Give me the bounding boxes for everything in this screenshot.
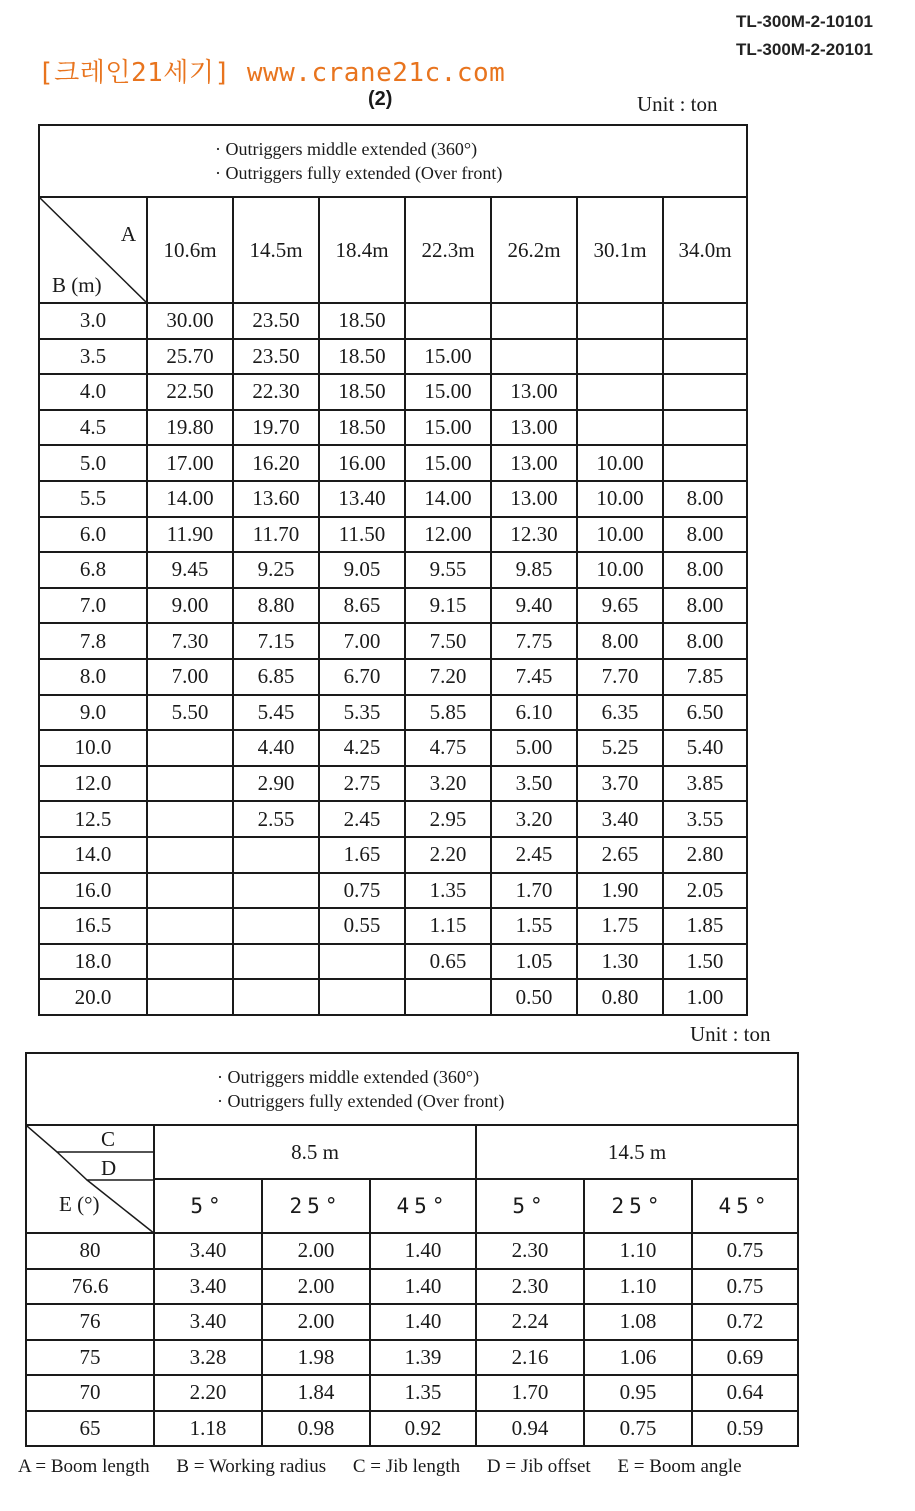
capacity-cell: 7.85	[663, 659, 747, 695]
boom-length-header: 22.3m	[405, 197, 491, 303]
capacity-cell	[663, 374, 747, 410]
capacity-cell: 7.50	[405, 623, 491, 659]
capacity-cell	[147, 979, 233, 1015]
capacity-cell: 14.00	[147, 481, 233, 517]
boom-angle-cell: 70	[26, 1375, 154, 1411]
capacity-cell: 9.00	[147, 588, 233, 624]
capacity-cell: 5.35	[319, 695, 405, 731]
radius-cell: 16.5	[39, 908, 147, 944]
jib-offset-header: 45°	[370, 1179, 476, 1233]
radius-cell: 14.0	[39, 837, 147, 873]
capacity-cell: 19.80	[147, 410, 233, 446]
capacity-cell: 1.70	[476, 1375, 584, 1411]
boom-length-header: 26.2m	[491, 197, 577, 303]
capacity-cell: 18.50	[319, 410, 405, 446]
capacity-cell: 8.00	[663, 517, 747, 553]
capacity-cell	[491, 339, 577, 375]
radius-cell: 16.0	[39, 873, 147, 909]
capacity-cell: 8.80	[233, 588, 319, 624]
table-row	[39, 873, 747, 909]
capacity-cell: 8.00	[663, 552, 747, 588]
table-row	[39, 374, 747, 410]
unit-label-table2: Unit : ton	[690, 1022, 771, 1046]
capacity-cell: 2.20	[154, 1375, 262, 1411]
capacity-cell: 3.28	[154, 1340, 262, 1376]
capacity-cell: 11.70	[233, 517, 319, 553]
table-row	[39, 801, 747, 837]
capacity-cell: 14.00	[405, 481, 491, 517]
capacity-cell: 3.40	[154, 1233, 262, 1269]
capacity-cell: 4.75	[405, 730, 491, 766]
capacity-cell: 13.60	[233, 481, 319, 517]
boom-length-header: 18.4m	[319, 197, 405, 303]
capacity-cell: 0.98	[262, 1411, 370, 1447]
capacity-cell	[233, 837, 319, 873]
capacity-cell	[663, 339, 747, 375]
capacity-cell: 2.65	[577, 837, 663, 873]
boom-length-header: 10.6m	[147, 197, 233, 303]
radius-cell: 4.5	[39, 410, 147, 446]
capacity-cell: 12.00	[405, 517, 491, 553]
jib-offset-header: 25°	[584, 1179, 692, 1233]
capacity-cell	[233, 908, 319, 944]
capacity-cell: 0.64	[692, 1375, 798, 1411]
capacity-cell	[577, 410, 663, 446]
capacity-cell	[233, 944, 319, 980]
boom-length-header: 30.1m	[577, 197, 663, 303]
capacity-cell: 7.30	[147, 623, 233, 659]
radius-cell: 12.5	[39, 801, 147, 837]
capacity-cell: 2.45	[319, 801, 405, 837]
document-code-2: TL-300M-2-20101	[735, 40, 873, 59]
capacity-cell: 13.00	[491, 481, 577, 517]
capacity-cell: 1.40	[370, 1269, 476, 1305]
jib-offset-header: 45°	[692, 1179, 798, 1233]
table-row	[26, 1233, 798, 1269]
capacity-cell: 2.30	[476, 1233, 584, 1269]
capacity-cell: 17.00	[147, 445, 233, 481]
capacity-cell: 18.50	[319, 374, 405, 410]
table-row	[39, 303, 747, 339]
capacity-cell: 1.39	[370, 1340, 476, 1376]
capacity-cell: 1.35	[370, 1375, 476, 1411]
capacity-cell: 7.00	[319, 623, 405, 659]
table-row	[39, 517, 747, 553]
capacity-cell: 1.65	[319, 837, 405, 873]
table-row	[39, 445, 747, 481]
capacity-cell: 1.35	[405, 873, 491, 909]
boom-angle-axis-label: E (°)	[59, 1192, 100, 1216]
capacity-cell: 8.65	[319, 588, 405, 624]
radius-cell: 3.5	[39, 339, 147, 375]
capacity-cell	[319, 979, 405, 1015]
boom-length-header-row	[39, 197, 747, 303]
capacity-cell: 3.20	[405, 766, 491, 802]
jib-length-axis-label: C	[101, 1127, 116, 1151]
capacity-cell	[577, 374, 663, 410]
boom-length-axis-label: A	[120, 222, 136, 246]
capacity-cell: 0.75	[692, 1269, 798, 1305]
capacity-cell: 9.45	[147, 552, 233, 588]
capacity-cell: 16.00	[319, 445, 405, 481]
radius-cell: 4.0	[39, 374, 147, 410]
table-row	[39, 588, 747, 624]
capacity-cell: 9.05	[319, 552, 405, 588]
capacity-cell: 23.50	[233, 303, 319, 339]
capacity-cell: 19.70	[233, 410, 319, 446]
capacity-cell: 3.40	[577, 801, 663, 837]
table-row	[26, 1269, 798, 1305]
capacity-cell: 8.00	[663, 481, 747, 517]
unit-label-table1: Unit : ton	[637, 92, 718, 116]
radius-cell: 8.0	[39, 659, 147, 695]
capacity-cell: 8.00	[577, 623, 663, 659]
conditions-cell	[26, 1053, 798, 1125]
condition-line: · Outriggers fully extended (Over front)	[217, 1091, 505, 1111]
capacity-cell: 9.40	[491, 588, 577, 624]
capacity-cell: 22.30	[233, 374, 319, 410]
capacity-cell: 1.06	[584, 1340, 692, 1376]
boom-angle-cell: 76.6	[26, 1269, 154, 1305]
conditions-cell	[39, 125, 747, 197]
capacity-cell: 12.30	[491, 517, 577, 553]
capacity-cell	[577, 339, 663, 375]
capacity-cell: 3.55	[663, 801, 747, 837]
capacity-cell: 7.20	[405, 659, 491, 695]
capacity-cell: 2.05	[663, 873, 747, 909]
capacity-cell: 3.40	[154, 1269, 262, 1305]
document-code-1: TL-300M-2-10101	[735, 12, 873, 31]
radius-cell: 5.5	[39, 481, 147, 517]
capacity-cell: 5.45	[233, 695, 319, 731]
capacity-cell: 16.20	[233, 445, 319, 481]
corner-cell	[26, 1125, 154, 1233]
table-row	[39, 944, 747, 980]
legend-item: A = Boom length	[18, 1456, 150, 1477]
working-radius-axis-label: B (m)	[52, 273, 102, 297]
capacity-cell: 1.30	[577, 944, 663, 980]
capacity-cell: 3.85	[663, 766, 747, 802]
radius-cell: 3.0	[39, 303, 147, 339]
capacity-cell	[319, 944, 405, 980]
table-row	[39, 730, 747, 766]
table-row	[39, 339, 747, 375]
capacity-cell: 3.40	[154, 1304, 262, 1340]
table-row	[39, 623, 747, 659]
boom-length-header: 14.5m	[233, 197, 319, 303]
capacity-cell: 23.50	[233, 339, 319, 375]
capacity-cell	[663, 303, 747, 339]
boom-angle-cell: 80	[26, 1233, 154, 1269]
capacity-cell: 0.69	[692, 1340, 798, 1376]
capacity-cell: 9.85	[491, 552, 577, 588]
capacity-cell: 3.50	[491, 766, 577, 802]
condition-line: · Outriggers middle extended (360°)	[217, 1067, 480, 1087]
condition-line: · Outriggers middle extended (360°)	[215, 139, 478, 159]
capacity-cell: 2.75	[319, 766, 405, 802]
capacity-cell: 10.00	[577, 517, 663, 553]
capacity-cell	[147, 873, 233, 909]
capacity-cell: 1.55	[491, 908, 577, 944]
capacity-cell: 1.05	[491, 944, 577, 980]
capacity-cell: 1.84	[262, 1375, 370, 1411]
radius-cell: 12.0	[39, 766, 147, 802]
table-row	[39, 481, 747, 517]
jib-length-header: 14.5 m	[476, 1125, 798, 1179]
capacity-cell: 18.50	[319, 339, 405, 375]
capacity-cell: 15.00	[405, 445, 491, 481]
capacity-cell: 9.55	[405, 552, 491, 588]
capacity-cell: 2.55	[233, 801, 319, 837]
capacity-cell: 0.55	[319, 908, 405, 944]
capacity-cell: 22.50	[147, 374, 233, 410]
capacity-cell: 8.00	[663, 623, 747, 659]
capacity-cell: 5.85	[405, 695, 491, 731]
capacity-cell: 2.00	[262, 1269, 370, 1305]
capacity-cell: 1.98	[262, 1340, 370, 1376]
legend-item: E = Boom angle	[617, 1456, 742, 1477]
capacity-cell: 13.00	[491, 445, 577, 481]
capacity-cell: 1.85	[663, 908, 747, 944]
capacity-cell: 2.80	[663, 837, 747, 873]
capacity-cell	[147, 766, 233, 802]
capacity-cell	[405, 979, 491, 1015]
jib-offset-header: 25°	[262, 1179, 370, 1233]
capacity-cell: 6.50	[663, 695, 747, 731]
capacity-cell: 3.70	[577, 766, 663, 802]
capacity-cell: 1.70	[491, 873, 577, 909]
capacity-cell: 7.45	[491, 659, 577, 695]
capacity-cell: 13.00	[491, 410, 577, 446]
capacity-cell: 3.20	[491, 801, 577, 837]
radius-cell: 6.0	[39, 517, 147, 553]
boom-angle-cell: 75	[26, 1340, 154, 1376]
table-row	[26, 1340, 798, 1376]
capacity-cell: 7.15	[233, 623, 319, 659]
capacity-cell: 9.25	[233, 552, 319, 588]
table-row	[39, 837, 747, 873]
jib-length-header: 8.5 m	[154, 1125, 476, 1179]
capacity-cell: 5.50	[147, 695, 233, 731]
capacity-cell: 0.72	[692, 1304, 798, 1340]
jib-offset-header: 5°	[154, 1179, 262, 1233]
radius-cell: 7.0	[39, 588, 147, 624]
table-row	[39, 659, 747, 695]
table-row	[39, 908, 747, 944]
table-row	[26, 1375, 798, 1411]
condition-line: · Outriggers fully extended (Over front)	[215, 163, 503, 183]
capacity-cell	[577, 303, 663, 339]
capacity-cell: 4.25	[319, 730, 405, 766]
table-row	[26, 1411, 798, 1447]
capacity-cell: 15.00	[405, 339, 491, 375]
capacity-cell: 10.00	[577, 552, 663, 588]
capacity-cell	[233, 873, 319, 909]
table-row	[39, 979, 747, 1015]
capacity-cell: 0.65	[405, 944, 491, 980]
capacity-cell: 0.80	[577, 979, 663, 1015]
capacity-cell: 2.30	[476, 1269, 584, 1305]
capacity-cell: 2.00	[262, 1233, 370, 1269]
capacity-cell	[491, 303, 577, 339]
legend-item: B = Working radius	[176, 1456, 327, 1477]
capacity-cell: 2.90	[233, 766, 319, 802]
table-row	[39, 410, 747, 446]
legend-item: C = Jib length	[352, 1456, 461, 1477]
capacity-cell: 0.94	[476, 1411, 584, 1447]
radius-cell: 5.0	[39, 445, 147, 481]
radius-cell: 7.8	[39, 623, 147, 659]
page-number: (2)	[368, 88, 393, 110]
capacity-cell	[147, 908, 233, 944]
capacity-cell: 2.20	[405, 837, 491, 873]
capacity-cell	[405, 303, 491, 339]
capacity-cell: 25.70	[147, 339, 233, 375]
legend	[18, 1456, 764, 1478]
capacity-cell: 1.00	[663, 979, 747, 1015]
jib-offset-header: 5°	[476, 1179, 584, 1233]
radius-cell: 18.0	[39, 944, 147, 980]
boom-length-header: 34.0m	[663, 197, 747, 303]
radius-cell: 6.8	[39, 552, 147, 588]
capacity-cell	[663, 445, 747, 481]
capacity-cell: 5.25	[577, 730, 663, 766]
capacity-cell: 9.15	[405, 588, 491, 624]
capacity-cell: 1.08	[584, 1304, 692, 1340]
jib-capacity-table	[25, 1052, 799, 1447]
capacity-cell: 1.10	[584, 1269, 692, 1305]
table-row	[39, 552, 747, 588]
capacity-cell	[147, 730, 233, 766]
capacity-cell: 10.00	[577, 445, 663, 481]
capacity-cell: 0.95	[584, 1375, 692, 1411]
capacity-cell: 15.00	[405, 410, 491, 446]
capacity-cell	[147, 801, 233, 837]
radius-cell: 20.0	[39, 979, 147, 1015]
boom-capacity-table	[38, 124, 748, 1016]
capacity-cell: 0.50	[491, 979, 577, 1015]
legend-item: D = Jib offset	[486, 1456, 591, 1477]
capacity-cell: 6.70	[319, 659, 405, 695]
capacity-cell: 6.10	[491, 695, 577, 731]
capacity-cell: 0.92	[370, 1411, 476, 1447]
capacity-cell: 4.40	[233, 730, 319, 766]
jib-offset-axis-label: D	[101, 1156, 117, 1180]
capacity-cell: 10.00	[577, 481, 663, 517]
capacity-cell: 0.59	[692, 1411, 798, 1447]
corner-cell	[39, 197, 147, 303]
capacity-cell: 2.16	[476, 1340, 584, 1376]
table-row	[39, 695, 747, 731]
capacity-cell	[147, 837, 233, 873]
capacity-cell: 0.75	[584, 1411, 692, 1447]
capacity-cell: 11.90	[147, 517, 233, 553]
capacity-cell: 0.75	[692, 1233, 798, 1269]
capacity-cell: 5.40	[663, 730, 747, 766]
capacity-cell: 2.95	[405, 801, 491, 837]
capacity-cell: 9.65	[577, 588, 663, 624]
radius-cell: 9.0	[39, 695, 147, 731]
boom-angle-cell: 65	[26, 1411, 154, 1447]
boom-angle-cell: 76	[26, 1304, 154, 1340]
capacity-cell: 15.00	[405, 374, 491, 410]
capacity-cell: 13.40	[319, 481, 405, 517]
capacity-cell: 7.00	[147, 659, 233, 695]
capacity-cell: 11.50	[319, 517, 405, 553]
capacity-cell: 0.75	[319, 873, 405, 909]
capacity-cell: 7.70	[577, 659, 663, 695]
capacity-cell	[233, 979, 319, 1015]
diagonal-lines	[27, 1126, 155, 1234]
radius-cell: 10.0	[39, 730, 147, 766]
capacity-cell: 6.85	[233, 659, 319, 695]
capacity-cell	[147, 944, 233, 980]
table-row	[26, 1304, 798, 1340]
capacity-cell: 1.50	[663, 944, 747, 980]
capacity-cell: 5.00	[491, 730, 577, 766]
capacity-cell: 30.00	[147, 303, 233, 339]
capacity-cell: 1.90	[577, 873, 663, 909]
capacity-cell: 1.15	[405, 908, 491, 944]
capacity-cell: 2.00	[262, 1304, 370, 1340]
capacity-cell: 13.00	[491, 374, 577, 410]
capacity-cell: 2.24	[476, 1304, 584, 1340]
brand-watermark: [크레인21세기] www.crane21c.com	[38, 58, 506, 88]
capacity-cell: 1.18	[154, 1411, 262, 1447]
capacity-cell: 1.40	[370, 1304, 476, 1340]
capacity-cell: 1.10	[584, 1233, 692, 1269]
capacity-cell: 7.75	[491, 623, 577, 659]
table-row	[39, 766, 747, 802]
capacity-cell: 1.40	[370, 1233, 476, 1269]
capacity-cell: 2.45	[491, 837, 577, 873]
capacity-cell: 18.50	[319, 303, 405, 339]
jib-length-header-row	[26, 1125, 798, 1179]
capacity-cell: 6.35	[577, 695, 663, 731]
capacity-cell: 8.00	[663, 588, 747, 624]
capacity-cell	[663, 410, 747, 446]
capacity-cell: 1.75	[577, 908, 663, 944]
